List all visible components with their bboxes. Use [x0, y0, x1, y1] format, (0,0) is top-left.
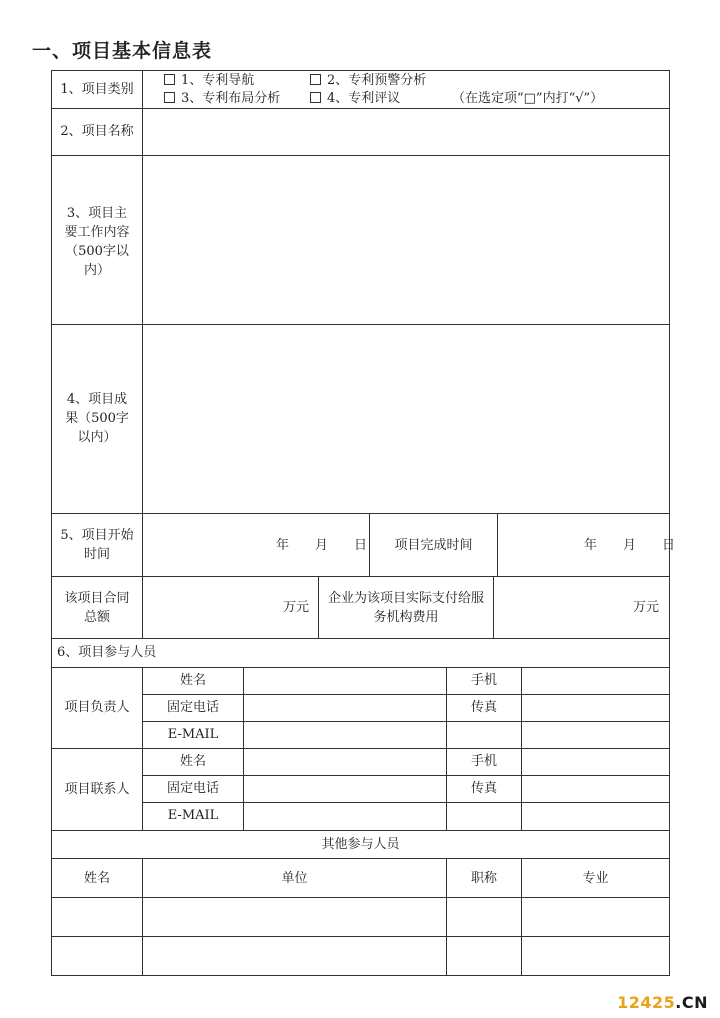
option-patent-layout[interactable]	[164, 89, 280, 108]
project-contact-label: 项目联系人	[64, 782, 130, 797]
row-divider	[51, 748, 670, 749]
start-time-label: 5、项目开始时间	[60, 528, 134, 562]
other-participants-label: 其他参与人员	[321, 837, 400, 852]
row-divider	[51, 897, 670, 898]
col-divider	[493, 576, 494, 638]
column-header-major: 专业	[582, 871, 609, 886]
col-divider	[497, 513, 498, 576]
participants-label: 6、项目参与人员	[57, 645, 157, 660]
option-label: 3、专利布局分析	[181, 91, 281, 106]
main-work-content-field[interactable]	[143, 156, 669, 324]
option-patent-review[interactable]	[310, 89, 400, 108]
service-fee-unit[interactable]: 万元	[633, 600, 660, 615]
row-divider	[51, 936, 670, 937]
row-divider	[51, 513, 670, 514]
checkbox-icon[interactable]	[164, 92, 175, 103]
option-patent-warning[interactable]	[310, 71, 426, 90]
checkbox-icon[interactable]	[310, 74, 321, 85]
watermark-number: 12425	[617, 993, 676, 1012]
leader-phone-label: 固定电话	[166, 700, 219, 715]
row-divider	[142, 775, 670, 776]
contract-total-label: 该项目合同总额	[64, 591, 130, 625]
column-header-name: 姓名	[83, 871, 110, 886]
row-divider	[142, 802, 670, 803]
option-label: 2、专利预警分析	[327, 73, 427, 88]
start-date-field[interactable]: 年 月 日	[276, 538, 368, 553]
column-header-organization: 单位	[281, 871, 308, 886]
row-divider	[51, 576, 670, 577]
leader-name-label: 姓名	[179, 673, 206, 688]
page-title: 一、项目基本信息表	[32, 40, 213, 62]
watermark-domain: .CN	[675, 993, 708, 1012]
checkbox-icon[interactable]	[164, 74, 175, 85]
row-divider	[142, 721, 670, 722]
leader-mobile-label: 手机	[470, 673, 497, 688]
service-fee-label: 企业为该项目实际支付给服务机构费用	[327, 591, 484, 625]
table-border-bottom	[51, 975, 670, 976]
contact-email-label: E-MAIL	[167, 808, 219, 823]
contact-mobile-label: 手机	[470, 754, 497, 769]
main-work-content-label: 3、项目主要工作内容（500字以内）	[64, 206, 130, 278]
row-divider	[51, 830, 670, 831]
leader-email-label: E-MAIL	[167, 727, 219, 742]
table-border-right	[669, 70, 670, 976]
finish-time-label: 项目完成时间	[394, 538, 473, 553]
project-name-label: 2、项目名称	[60, 124, 134, 139]
row-divider	[51, 858, 670, 859]
row-divider	[51, 638, 670, 639]
column-header-title: 职称	[470, 871, 497, 886]
option-patent-navigation[interactable]	[164, 71, 254, 90]
col-divider	[521, 667, 522, 830]
option-label: 4、专利评议	[327, 91, 401, 106]
project-results-field[interactable]	[143, 325, 669, 513]
contract-total-unit[interactable]: 万元	[283, 600, 310, 615]
leader-fax-label: 传真	[470, 700, 497, 715]
row-divider	[51, 667, 670, 668]
contact-name-label: 姓名	[179, 754, 206, 769]
contact-fax-label: 传真	[470, 781, 497, 796]
site-watermark	[617, 993, 708, 1012]
option-label: 1、专利导航	[181, 73, 255, 88]
project-results-label: 4、项目成果（500字以内）	[65, 392, 129, 445]
col-divider	[318, 576, 319, 638]
project-leader-label: 项目负责人	[64, 700, 130, 715]
col-divider	[243, 667, 244, 830]
col-divider	[446, 667, 447, 830]
checkbox-instruction: （在选定项“□”内打“√”）	[452, 91, 604, 106]
contact-phone-label: 固定电话	[166, 781, 219, 796]
project-category-label: 1、项目类别	[60, 82, 134, 97]
row-divider	[142, 694, 670, 695]
finish-date-field[interactable]: 年 月 日	[584, 538, 676, 553]
project-name-field[interactable]	[143, 109, 669, 155]
checkbox-icon[interactable]	[310, 92, 321, 103]
